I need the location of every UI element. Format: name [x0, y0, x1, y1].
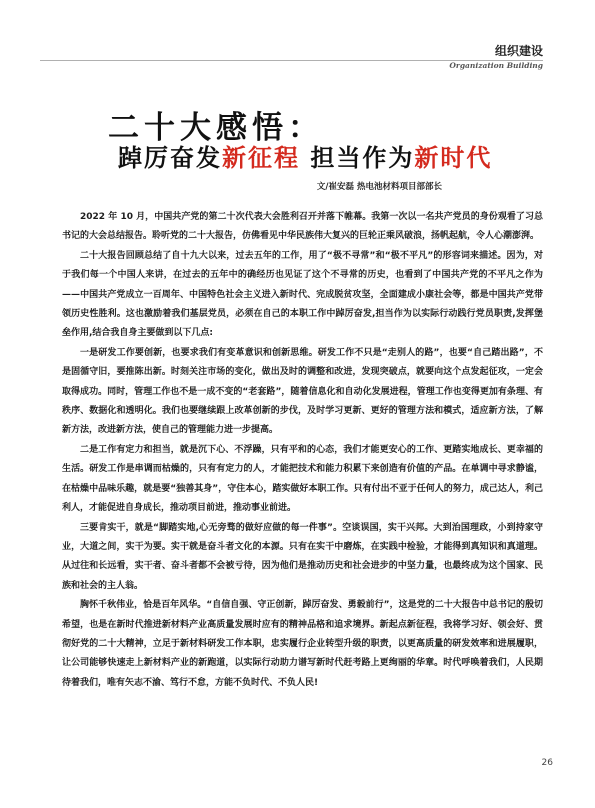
- title-part2: 新征程: [222, 143, 300, 172]
- section-title: 组织建设: [494, 44, 543, 58]
- title-part3: 担当作为: [300, 143, 415, 172]
- title-part4: 新时代: [414, 143, 493, 172]
- byline: 文/崔安磊 热电池材料项目部部长: [316, 182, 442, 192]
- paragraph-2: 二十大报告回顾总结了自十九大以来，过去五年的工作，用了“极不寻常”和“极不平凡”的形容词来描述。因为，对于我们每一个中国人来讲，在过去的五年中的确经历也见证了这个不寻常的历史，也看到了中国共产党的不平凡之作为——中国共产党成立一百周年、中国特色社会主义进入新时代、完成脱贫攻坚，全面建成小康社会等，都是中国共产党带领历史性胜利。这也激励着我们基层党员，必须在自己的本职工作中踔厉奋发,担当作为以实际行动践行党员职责,发挥堡垒作用,结合我自身主要做到以下几点:: [62, 250, 543, 339]
- title-part1: 踔厉奋发: [118, 143, 222, 172]
- article-body: [62, 208, 543, 693]
- paragraph-4: 二是工作有定力和担当，就是沉下心、不浮躁，只有平和的心态，我们才能更安心的工作、更踏实地成长、更幸福的生活。研发工作是串调而枯燥的，只有有定力的人，才能把技术和能力积累下来创造有价值的产品。在单调中寻求静谧，在枯燥中品味乐趣，就是要“独善其身”，守住本心，踏实做好本职工作。只有付出不亚于任何人的努力，成己达人，利己利人，才能促进自身成长，推动项目前进，推动事业前进。: [62, 444, 543, 514]
- paragraph-3: 一是研发工作要创新，也要求我们有变革意识和创新思维。研发工作不只是“走别人的路”，也要“自己踏出路”，不是固循守旧，要推陈出新。时刻关注市场的变化，做出及时的调整和改进，发现突破点，就要向这个点发起征攻，一定会取得成功。同时，管理工作也不是一成不变的“老套路”，随着信息化和自动化发展进程，管理工作也变得更加有条理、有秩序、数据化和透明化。我们也要继续跟上改革创新的步伐，及时学习更新、更好的管理方法和模式，适应新方法，了解新方法，改进新方法，使自己的管理能力进一步提高。: [62, 347, 543, 436]
- page-number: 26: [541, 758, 553, 768]
- paragraph-5: 三要肯实干，就是“脚踏实地,心无旁骛的做好应做的每一件事”。空谈误国，实干兴邦。大到治国理政，小到持家守业，大道之间，实干为要。实干就是奋斗者文化的本源。只有在实干中磨炼，在实践中检验，才能得到真知识和真道理。从过往和长远看，实干者、奋斗者都不会被亏待，因为他们是推动历史和社会进步的中坚力量，也最终成为这个国家、民族和社会的主人翁。: [62, 522, 543, 591]
- article-title-line2: [118, 138, 492, 173]
- article-title-line1: 二十大感悟：: [108, 110, 324, 146]
- paragraph-6: 胸怀千秋伟业，恰是百年风华。“自信自强、守正创新，踔厉奋发、勇毅前行”，这是党的二十大报告中总书记的殷切希望，也是在新时代推进新材料产业高质量发展时应有的精神品格和追求境界。新起点新征程，我将学习好、领会好、贯彻好党的二十大精神，立足于新材料研发工作本职，忠实履行企业转型升级的职责，以更高质量的研发效率和进展履职，让公司能够快速走上新材料产业的新跑道，以实际行动助力谱写新时代赶考路上更绚丽的华章。时代呼唤着我们，人民期待着我们，唯有矢志不渝、笃行不怠，方能不负时代、不负人民!: [62, 600, 543, 688]
- paragraph-1: 2022 年 10 月，中国共产党的第二十次代表大会胜利召开并落下帷幕。我第一次以一名共产党员的身份观看了习总书记的大会总结报告。聆听党的二十大报告，仿佛看见中华民族伟大复兴的巨轮正乘风破浪，扬帆起航，令人心潮澎湃。: [62, 212, 543, 242]
- section-subtitle: Organization Building: [449, 61, 543, 70]
